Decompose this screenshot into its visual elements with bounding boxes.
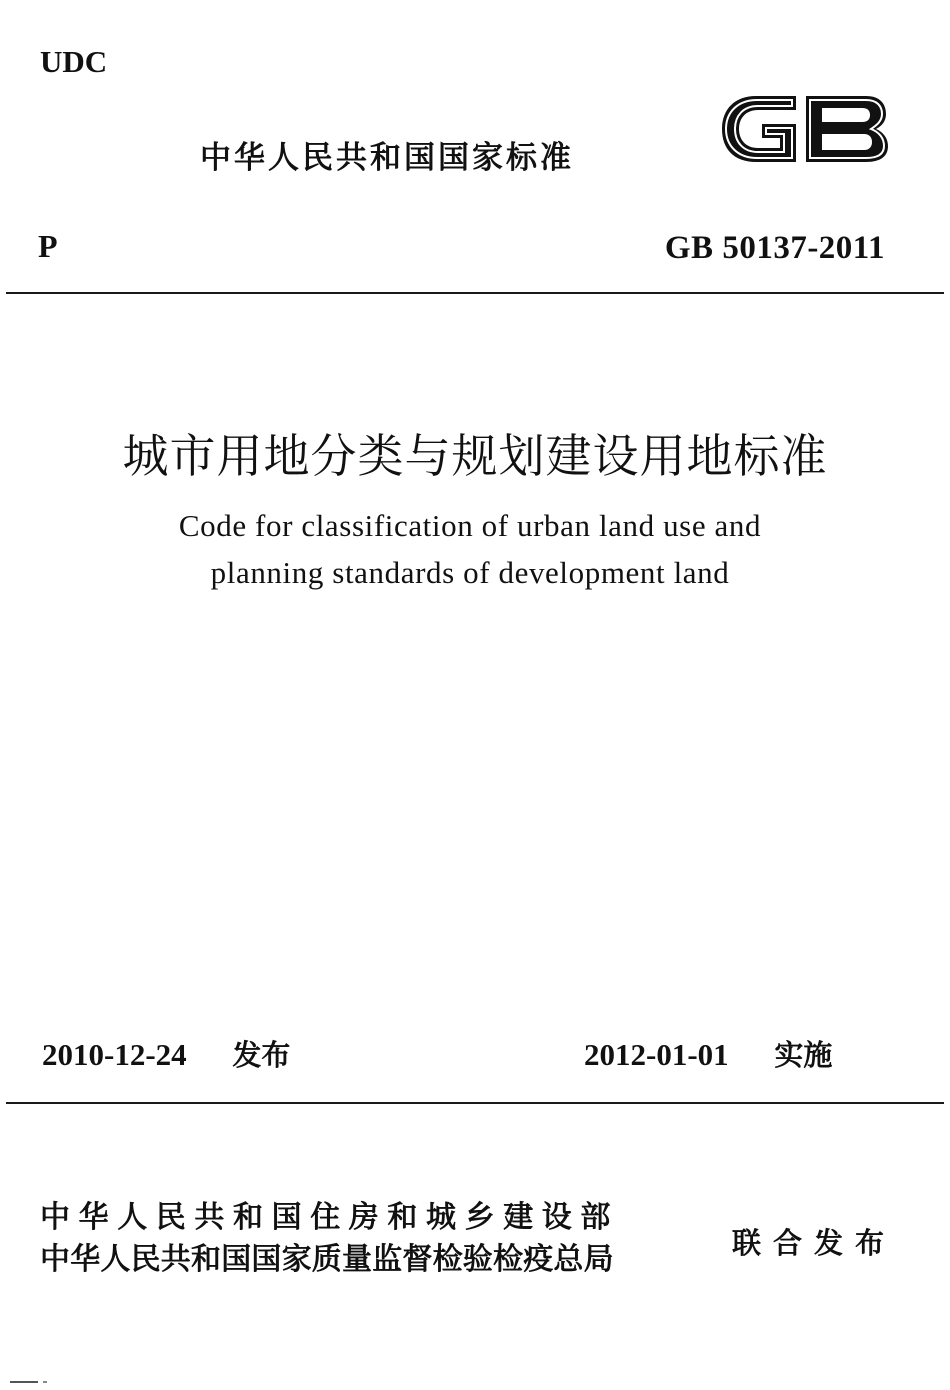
issuer-aqsiq: 中华人民共和国国家质量监督检验检疫总局 <box>40 1242 614 1277</box>
standard-number: GB 50137-2011 <box>664 230 885 266</box>
title-english-line1: Code for classification of urban land use and <box>178 508 762 543</box>
corner-mark <box>10 1381 50 1384</box>
gb-logo <box>716 88 890 170</box>
implementation-date: 2012-01-01 <box>584 1037 729 1072</box>
issue-date: 2010-12-24 <box>42 1037 187 1072</box>
implementation-label: 实施 <box>774 1038 833 1072</box>
issuer-ministry: 中华人民共和国住房和城乡建设部 <box>40 1200 619 1235</box>
title-chinese: 城市用地分类与规划建设用地标准 <box>122 429 828 483</box>
joint-issue-label: 联合发布 <box>732 1226 897 1260</box>
issue-label: 发布 <box>232 1038 291 1072</box>
implementation-date-line <box>584 1033 832 1074</box>
issue-date-line <box>42 1033 290 1074</box>
national-standard-heading: 中华人民共和国国家标准 <box>200 140 574 176</box>
title-english-line2: planning standards of development land <box>210 555 730 590</box>
category-code: P <box>38 228 58 264</box>
top-divider <box>6 292 944 294</box>
bottom-divider <box>6 1102 944 1104</box>
udc-label: UDC <box>40 44 108 79</box>
